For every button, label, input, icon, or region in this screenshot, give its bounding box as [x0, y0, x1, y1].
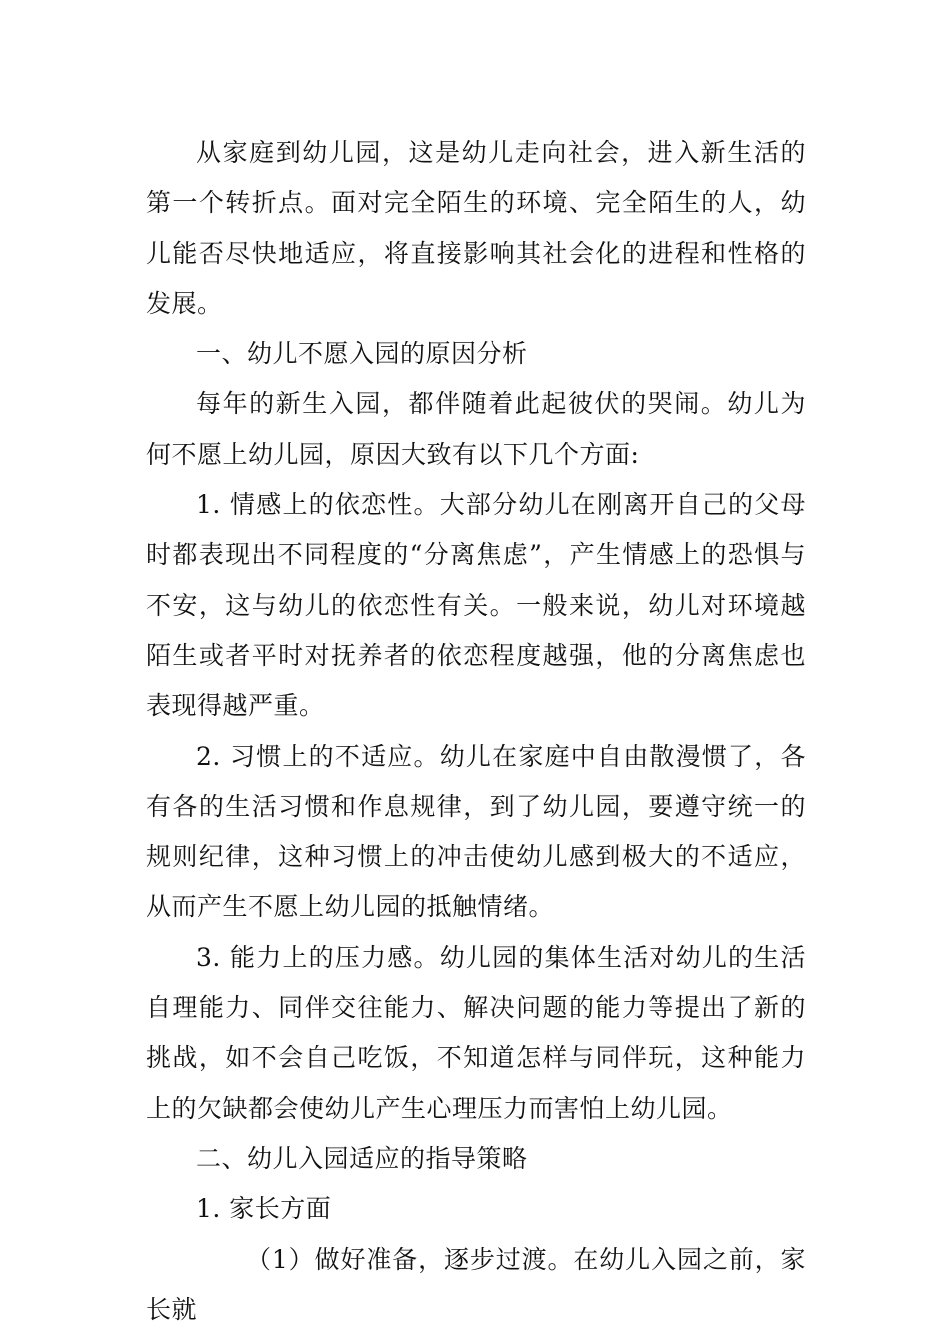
section-heading-2: 二、幼儿入园适应的指导策略: [196, 1143, 528, 1173]
reason-2-paragraph: 2. 习惯上的不适应。幼儿在家庭中自由散漫惯了，各有各的生活习惯和作息规律，到了幼儿园，要遵守统一的规则纪律，这种习惯上的冲击使幼儿感到极大的不适应，从而产生不愿上幼儿园的抵触情绪。: [146, 741, 806, 922]
strategy-1-paragraph: （1）做好准备，逐步过渡。在幼儿入园之前，家长就: [146, 1244, 806, 1324]
subsection-heading-parents: 1. 家长方面: [196, 1194, 332, 1224]
reason-3-paragraph: 3. 能力上的压力感。幼儿园的集体生活对幼儿的生活自理能力、同伴交往能力、解决问题的能力等提出了新的挑战，如不会自己吃饭，不知道怎样与同伴玩，这种能力上的欠缺都会使幼儿产生心理压力而害怕上幼儿园。: [146, 942, 806, 1123]
intro-paragraph: 从家庭到幼儿园，这是幼儿走向社会，进入新生活的第一个转折点。面对完全陌生的环境、完全陌生的人，幼儿能否尽快地适应，将直接影响其社会化的进程和性格的发展。: [146, 138, 806, 318]
reasons-intro-paragraph: 每年的新生入园，都伴随着此起彼伏的哭闹。幼儿为何不愿上幼儿园，原因大致有以下几个方面:: [146, 389, 806, 469]
section-heading-1: 一、幼儿不愿入园的原因分析: [196, 339, 528, 369]
reason-1-paragraph: 1. 情感上的依恋性。大部分幼儿在刚离开自己的父母时都表现出不同程度的“分离焦虑”，产生情感上的恐惧与不安，这与幼儿的依恋性有关。一般来说，幼儿对环境越陌生或者平时对抚养者的依恋程度越强，他的分离焦虑也表现得越严重。: [146, 490, 806, 721]
document-body: [146, 128, 806, 1335]
